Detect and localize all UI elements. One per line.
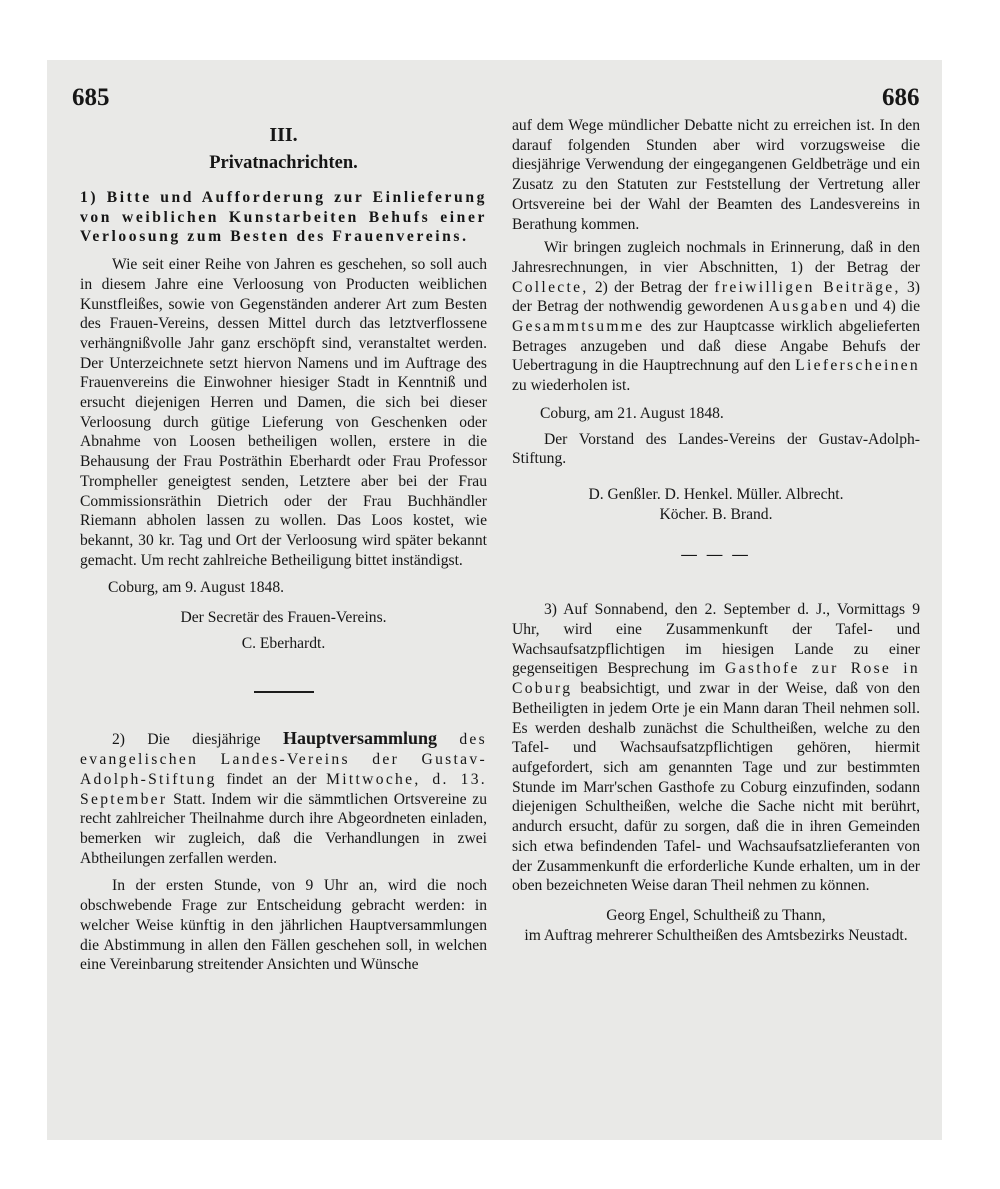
item2-number: 2) Die diesjährige — [112, 731, 261, 749]
reminder-text-k: zu wiederholen ist. — [512, 377, 631, 395]
item3-text-a: 3) Auf Sonnabend, den 2. September d. J., Vormittags 9 Uhr, wird eine Zusammenkunft der Tafel- und Wachsaufsatzpflichtigen im hiesigen Lande zu einer gegenseitigen Besprechung im — [512, 601, 920, 678]
item3-text-c: beabsichtigt, und zwar in der Weise, daß von den Betheiligten in jedem Orte je ein Mann daran Theil nehmen soll. Es werden deshalb zunächst die Schultheißen, welche zu den Tafel- und Wachsaufsatzpflichtigen gehören, hiermit aufgefordert, sich am genannten Tage und zur bestimmten Stunde im Marr'schen Gasthofe zu Coburg einzufinden, sodann diejenigen Schultheißen, welche die Sache nicht mit berührt, andurch ersucht, dafür zu sorgen, daß die in ihren Gemeinden sich etwa befindenden Tafel- und Wachsaufsatzlieferanten von der Zusammenkunft die erforderliche Kunde erhalten, um in der oben bezeichneten Weise daran Theil nehmen zu können. — [512, 680, 920, 895]
item1-signature-name: C. Eberhardt. — [241, 634, 326, 652]
right-column — [512, 116, 920, 945]
item2-findet: findet an der — [226, 770, 317, 788]
reminder-collecte: Collecte, — [512, 278, 589, 296]
item3-body — [512, 600, 920, 896]
divider-dashes: — — — — [681, 546, 751, 564]
page-number-left: 685 — [72, 84, 110, 111]
item1-signature-title: Der Secretär des Frauen-Vereins. — [180, 609, 387, 627]
item3-gasthof: Gasthofe zur Rose in Coburg — [512, 660, 920, 698]
item2-continuation: auf dem Wege mündlicher Debatte nicht zu erreichen ist. In den darauf folgenden Stunden aber wird vorzugsweise die diesjährige Verwendung der eingegangenen Geldbeträge und ein Zusatz zu den Statuten zur Feststellung der Vertretung aller Ortsvereine bei der Wahl der Beamten des Landesvereins in Berathung kommen. — [512, 117, 920, 233]
item3-signature-1: Georg Engel, Schultheiß zu Thann, — [606, 906, 826, 924]
reminder-text-g: und 4) die — [854, 298, 920, 316]
item2-verein: des evangelischen Landes-Vereins der Gustav-Adolph-Stiftung — [80, 731, 487, 788]
item2-rest: Statt. Indem wir die sämmtlichen Ortsvereine zu recht zahlreicher Theilnahme durch ihre Abgeordneten einladen, bemerken wir zugleich, daß die Verhandlungen in zwei Abtheilungen zerfallen werden. — [80, 790, 487, 867]
item1-body: Wie seit einer Reihe von Jahren es geschehen, so soll auch in diesem Jahre eine Verloosung von Producten weiblichen Kunstfleißes, sowie von Gegenständen anderer Art zum Besten des Frauen-Vereins, dessen Mittel durch das letztverflossene verhängnißvolle Jahr ganz erschöpft sind, veranstaltet werden. Der Unterzeichnete setzt hiervon Namens und im Auftrage des Frauenvereins die Einwohner hiesiger Stadt in Kenntniß und ersucht diejenigen Herren und Damen, die sich bei dieser Verloosung durch gütige Lieferung von Geschenken oder Abnahme von Loosen betheiligen wollen, erstere in die Behausung der Frau Posträthin Eberhardt oder Frau Professor Trompheller geneigtest senden, Letztere aber bei der Frau Commissionsräthin Dietrich oder der Frau Buchhändler Riemann abholen lassen zu wollen. Das Loos kostet, wie bekannt, 30 kr. Tag und Ort der Verloosung wird später bekannt gemacht. Um recht zahlreiche Betheiligung bittet inständigst. — [80, 256, 487, 569]
item2-body: In der ersten Stunde, von 9 Uhr an, wird die noch obschwebende Frage zur Entscheidung gebracht werden: in welcher Weise künftig in den jährlichen Hauptversammlungen die Abstimmung in allen den Fällen geschehen soll, in welchen eine Vereinbarung streitender Ansichten und Wünsche — [80, 877, 487, 974]
reminder-text-e: 3) der Betrag der nothwendig gewordenen — [512, 278, 920, 316]
item2-signatories-1: D. Genßler. D. Henkel. Müller. Albrecht. — [588, 485, 844, 503]
reminder-ausgaben: Ausgaben — [768, 298, 850, 316]
reminder-text-i: des zur Hauptcasse wirklich abgelieferten Betrages anzugeben und daß diese Angabe Behufs der Uebertragung in die Hauptrechnung auf den — [512, 318, 920, 375]
item1-place-date: Coburg, am 9. August 1848. — [108, 579, 285, 597]
reminder-gesammtsumme: Gesammtsumme — [512, 318, 645, 336]
item2-date: Mittwoche, d. 13. September — [80, 770, 488, 808]
divider-rule — [254, 691, 314, 693]
reminder-text-a: Wir bringen zugleich nochmals in Erinnerung, daß in den Jahresrechnungen, in vier Abschnitten, 1) der Betrag der — [512, 239, 920, 276]
item2-place-date: Coburg, am 21. August 1848. — [540, 404, 724, 422]
item2-reminder — [512, 238, 920, 396]
reminder-beitraege: freiwilligen Beiträge, — [714, 278, 901, 296]
item2-board: Der Vorstand des Landes-Vereins der Gustav-Adolph-Stiftung. — [512, 430, 920, 468]
section-title: Privatnachrichten. — [209, 153, 358, 173]
item3-signature-2: im Auftrag mehrerer Schultheißen des Amtsbezirks Neustadt. — [524, 926, 908, 944]
item1-heading: 1) Bitte und Aufforderung zur Einlieferung von weiblichen Kunstarbeiten Behufs einer Verloosung zum Besten des Frauenvereins. — [80, 189, 487, 246]
left-column — [80, 116, 487, 975]
item2-signatories-2: Köcher. B. Brand. — [659, 505, 773, 523]
page-number-right: 686 — [882, 84, 920, 111]
section-number: III. — [269, 124, 298, 146]
item2-intro — [80, 729, 487, 868]
item2-hauptversammlung: Hauptversammlung — [282, 728, 437, 749]
reminder-lieferscheinen: Lieferscheinen — [795, 357, 920, 375]
reminder-text-c: 2) der Betrag der — [594, 278, 709, 296]
